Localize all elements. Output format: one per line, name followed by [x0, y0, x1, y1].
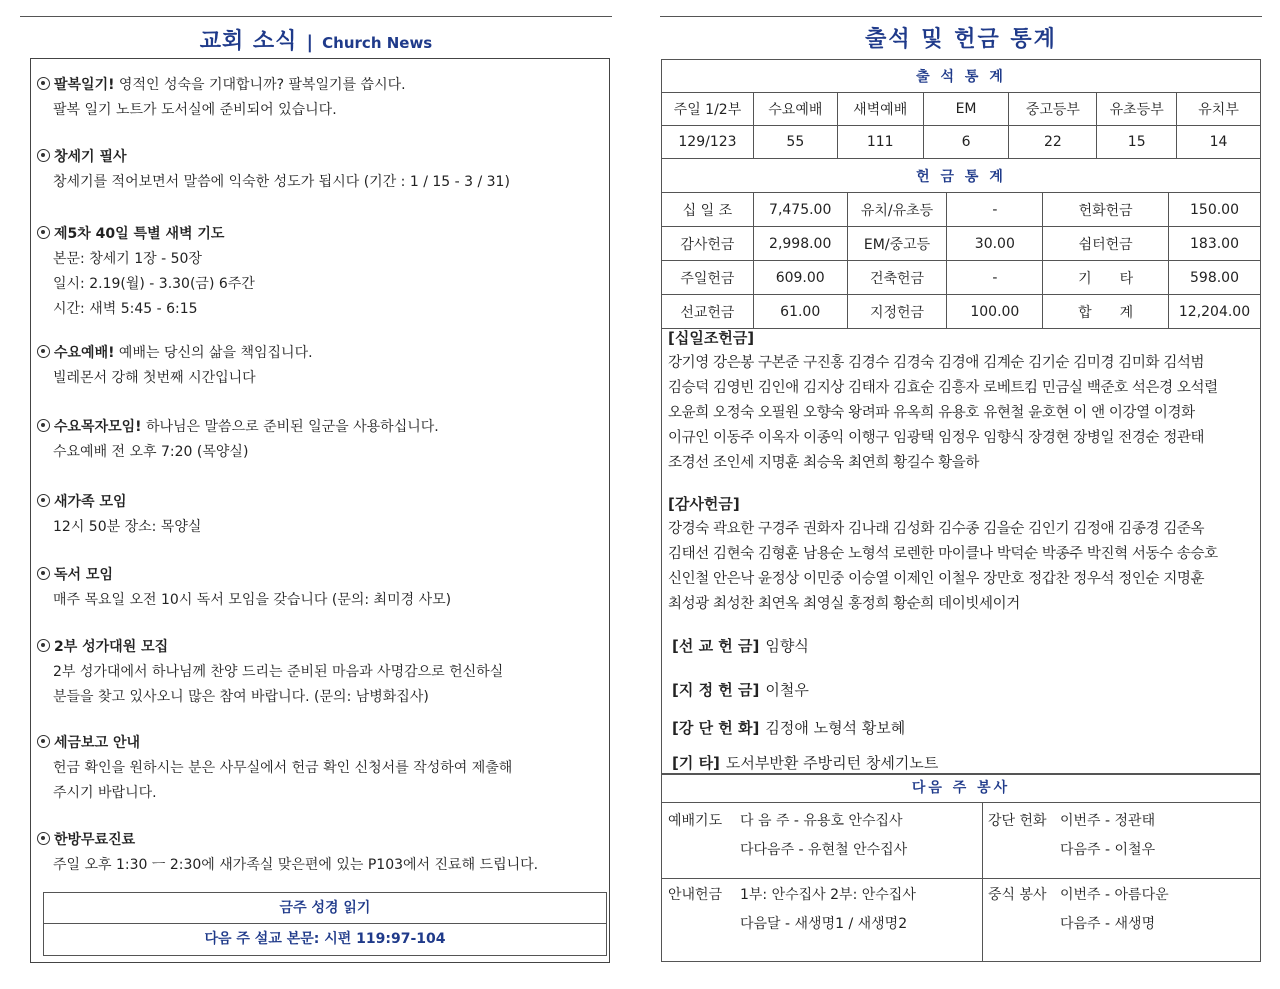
- tithe-header: [십일조헌금]: [668, 329, 755, 347]
- name-line: 신인철 안은낙 윤정상 이민중 이승열 이제인 이철우 장만호 정갑찬 정우석 정인순 지명훈: [668, 571, 1205, 587]
- news-item-line: 분들을 찾고 있사오니 많은 참여 바랍니다. (문의: 남병화집사): [53, 689, 429, 705]
- offering-category: 선교헌금: [662, 295, 754, 329]
- offering-category: 주일헌금: [662, 261, 754, 295]
- offering-category: 유치/유초등: [847, 193, 947, 227]
- thanks-header: [감사헌금]: [668, 495, 740, 513]
- news-item: [37, 828, 538, 878]
- news-item-line: 매주 목요일 오전 10시 독서 모임을 갖습니다 (문의: 최미경 사모): [53, 592, 452, 608]
- news-item-subtitle: 영적인 성숙을 기대합니까? 팔복일기를 씁시다.: [114, 77, 406, 93]
- attendance-column-header: 주일 1/2부: [662, 93, 754, 126]
- bullet-circle-icon: [37, 494, 50, 507]
- mission-names: 임향식: [765, 637, 809, 655]
- news-item-line: 일시: 2.19(월) - 3.30(금) 6주간: [53, 276, 255, 292]
- reading-title: 금주 성경 읽기: [43, 892, 607, 924]
- news-item-subtitle: 하나님은 말씀으로 준비된 일군을 사용하십니다.: [141, 419, 439, 435]
- bullet-circle-icon: [37, 419, 50, 432]
- next-sermon-text: 다음 주 설교 본문: 시편 119:97-104: [43, 924, 607, 956]
- news-item-title: 수요목자모임!: [54, 419, 142, 435]
- thanks-group: [668, 492, 1218, 617]
- news-box: [30, 58, 610, 963]
- offering-amount: 2,998.00: [753, 227, 847, 261]
- offering-amount: -: [947, 193, 1043, 227]
- offering-row: [662, 227, 1261, 261]
- top-rule: [20, 16, 612, 17]
- news-item-line: 본문: 창세기 1장 - 50장: [53, 251, 202, 267]
- horizontal-divider: [662, 878, 1260, 879]
- title-separator: |: [306, 32, 314, 53]
- offering-category: EM/중고등: [847, 227, 947, 261]
- attendance-value: 14: [1177, 126, 1261, 159]
- offering-amount: 609.00: [753, 261, 847, 295]
- thanks-names: [668, 517, 1218, 617]
- tithe-names: [668, 351, 1218, 476]
- attendance-values: [662, 126, 1261, 159]
- news-item-line: 빌레몬서 강해 첫번째 시간입니다: [53, 370, 256, 386]
- page-title: [20, 24, 612, 54]
- attendance-column-header: 새벽예배: [837, 93, 923, 126]
- attendance-value: 22: [1009, 126, 1097, 159]
- offering-header: 헌 금 통 계: [662, 159, 1261, 193]
- news-item: [37, 145, 510, 195]
- attendance-column-header: 중고등부: [1009, 93, 1097, 126]
- offering-category: 헌화헌금: [1043, 193, 1169, 227]
- news-item-heading: [37, 73, 406, 98]
- statistics-page: [660, 16, 1262, 971]
- prayer-line-1: 다 음 주 - 유용호 안수집사: [740, 813, 903, 829]
- attendance-value: 111: [837, 126, 923, 159]
- offering-amount: 183.00: [1169, 227, 1261, 261]
- usher-cell: [668, 881, 916, 939]
- attendance-columns: [662, 93, 1261, 126]
- news-item-heading: [37, 731, 512, 756]
- attendance-value: 15: [1097, 126, 1177, 159]
- title-korean: 교회 소식: [199, 29, 298, 54]
- offering-amount: 61.00: [753, 295, 847, 329]
- news-item: [37, 341, 313, 391]
- name-line: 오윤희 오정숙 오필원 오향숙 왕려파 유옥희 유용호 유현철 윤호현 이 앤 이강열 이경화: [668, 405, 1195, 421]
- offering-amount: 150.00: [1169, 193, 1261, 227]
- attendance-table: [661, 59, 1261, 159]
- church-news-page: [20, 16, 612, 971]
- designated-names: 이철우: [765, 681, 809, 699]
- page-title: 출석 및 헌금 통계: [865, 27, 1057, 52]
- news-item: [37, 563, 451, 613]
- attendance-column-header: 수요예배: [753, 93, 837, 126]
- bullet-circle-icon: [37, 567, 50, 580]
- news-item: [37, 415, 439, 465]
- news-item-line: 창세기를 적어보면서 말씀에 익숙한 성도가 됩시다 (기간 : 1 / 15 - 3 / 31): [53, 174, 510, 190]
- attendance-value: 6: [923, 126, 1009, 159]
- name-line: 김태선 김현숙 김형훈 남용순 노형석 로렌한 마이클나 박덕순 박종주 박진혁 서동수 송승호: [668, 546, 1218, 562]
- news-item-title: 창세기 필사: [54, 149, 127, 165]
- offering-amount: 7,475.00: [753, 193, 847, 227]
- news-item-line: 주시기 바랍니다.: [53, 785, 157, 801]
- attendance-value: 55: [753, 126, 837, 159]
- news-item: [37, 73, 406, 123]
- designated-header: [지 정 헌 금]: [672, 681, 760, 699]
- altar-flower-line-1: 이번주 - 정관태: [1060, 813, 1156, 829]
- usher-line-1: 1부: 안수집사 2부: 안수집사: [740, 887, 916, 903]
- news-item-title: 세금보고 안내: [54, 735, 141, 751]
- offering-amount: 598.00: [1169, 261, 1261, 295]
- offering-amount: -: [947, 261, 1043, 295]
- bullet-circle-icon: [37, 77, 50, 90]
- bible-reading: [43, 892, 607, 956]
- news-item-line: 팔복 일기 노트가 도서실에 준비되어 있습니다.: [53, 102, 337, 118]
- altar-flower-cell: [988, 807, 1155, 865]
- news-item: [37, 222, 255, 322]
- offering-category: 십 일 조: [662, 193, 754, 227]
- bullet-circle-icon: [37, 735, 50, 748]
- name-line: 이규인 이동주 이옥자 이종익 이행구 임광택 임정우 임향식 장경현 장병일 전경순 정관태: [668, 430, 1205, 446]
- name-line: 최성광 최성찬 최연옥 최영실 홍정희 황순희 데이빗세이거: [668, 596, 1020, 612]
- bullet-circle-icon: [37, 832, 50, 845]
- name-line: 강경숙 곽요한 구경주 권화자 김나래 김성화 김수종 김을순 김인기 김정애 김종경 김준옥: [668, 521, 1205, 537]
- news-item-title: 독서 모임: [54, 567, 113, 583]
- offering-category: 감사헌금: [662, 227, 754, 261]
- title-english: Church News: [322, 34, 433, 52]
- bullet-circle-icon: [37, 639, 50, 652]
- news-item-heading: [37, 341, 313, 366]
- etc-names: 도서부반환 주방리턴 창세기노트: [725, 754, 939, 772]
- offering-category: 합 계: [1043, 295, 1169, 329]
- offering-names: [661, 322, 1261, 774]
- name-line: 강기영 강은봉 구본준 구진홍 김경수 김경숙 김경애 김계순 김기순 김미경 김미화 김석범: [668, 355, 1205, 371]
- attendance-column-header: 유초등부: [1097, 93, 1177, 126]
- news-item-title: 2부 성가대원 모집: [54, 639, 169, 655]
- attendance-column-header: EM: [923, 93, 1009, 126]
- prayer-cell: [668, 807, 907, 865]
- news-item-line: 주일 오후 1:30 ㅡ 2:30에 새가족실 맞은편에 있는 P103에서 진료해 드립니다.: [53, 857, 539, 873]
- prayer-line-2: 다다음주 - 유현철 안수집사: [740, 842, 908, 858]
- attendance-column-header: 유치부: [1177, 93, 1261, 126]
- news-item-heading: [37, 490, 201, 515]
- lunch-line-2: 다음주 - 새생명: [1060, 916, 1156, 932]
- news-item-subtitle: 예배는 당신의 삶을 책임집니다.: [114, 345, 313, 361]
- bullet-circle-icon: [37, 149, 50, 162]
- news-item-title: 새가족 모임: [54, 494, 127, 510]
- etc-header: [기 타]: [672, 754, 720, 772]
- prayer-label: 예배기도: [668, 813, 723, 829]
- offering-row: [662, 193, 1261, 227]
- offering-amount: 12,204.00: [1169, 295, 1261, 329]
- news-item-heading: [37, 222, 255, 247]
- news-item-line: 시간: 새벽 5:45 - 6:15: [53, 301, 198, 317]
- lunch-line-1: 이번주 - 아름다운: [1060, 887, 1169, 903]
- news-item-heading: [37, 635, 503, 660]
- news-item-title: 한방무료진료: [54, 832, 136, 848]
- news-item-heading: [37, 145, 510, 170]
- usher-label: 안내헌금: [668, 887, 723, 903]
- altar-header: [강 단 헌 화]: [672, 719, 760, 737]
- service-header: 다음 주 봉사: [662, 775, 1260, 803]
- offering-category: 쉼터헌금: [1043, 227, 1169, 261]
- news-item: [37, 635, 503, 710]
- attendance-header: 출 석 통 계: [662, 60, 1261, 93]
- bullet-circle-icon: [37, 345, 50, 358]
- news-item: [37, 490, 201, 540]
- offering-category: 지정헌금: [847, 295, 947, 329]
- news-item-line: 수요예배 전 오후 7:20 (목양실): [53, 444, 249, 460]
- tithe-group: [668, 326, 1218, 476]
- usher-line-2: 다음달 - 새생명1 / 새생명2: [740, 916, 908, 932]
- next-week-service: [661, 774, 1261, 962]
- name-line: 조경선 조인세 지명훈 최승욱 최연희 황길수 황을하: [668, 455, 980, 471]
- news-item-line: 2부 성가대에서 하나님께 찬양 드리는 준비된 마음과 사명감으로 헌신하실: [53, 664, 504, 680]
- news-item-heading: [37, 563, 451, 588]
- offering-row: [662, 261, 1261, 295]
- lunch-cell: [988, 881, 1169, 939]
- attendance-value: 129/123: [662, 126, 754, 159]
- news-item-heading: [37, 415, 439, 440]
- altar-flower-label: 강단 헌화: [988, 813, 1047, 829]
- altar-flower-line-2: 다음주 - 이철우: [1060, 842, 1156, 858]
- mission-header: [선 교 헌 금]: [672, 637, 760, 655]
- name-line: 김승덕 김영빈 김인애 김지상 김태자 김효순 김흥자 로베트킴 민금실 백준호 석은경 오석렬: [668, 380, 1218, 396]
- altar-group: [672, 717, 905, 738]
- news-item-title: 제5차 40일 특별 새벽 기도: [54, 226, 225, 242]
- offering-amount: 100.00: [947, 295, 1043, 329]
- mission-group: [672, 635, 809, 656]
- designated-group: [672, 679, 809, 700]
- news-item-line: 12시 50분 장소: 목양실: [53, 519, 202, 535]
- lunch-label: 중식 봉사: [988, 887, 1047, 903]
- etc-group: [672, 752, 938, 773]
- news-item-title: 수요예배!: [54, 345, 115, 361]
- altar-names: 김정애 노형석 황보혜: [765, 719, 906, 737]
- news-item-title: 팔복일기!: [54, 77, 115, 93]
- offering-category: 건축헌금: [847, 261, 947, 295]
- vertical-divider: [982, 803, 983, 961]
- offering-table: [661, 158, 1261, 329]
- news-item: [37, 731, 512, 806]
- offering-category: 기 타: [1043, 261, 1169, 295]
- top-rule: [660, 16, 1262, 17]
- bullet-circle-icon: [37, 226, 50, 239]
- news-item-heading: [37, 828, 538, 853]
- offering-amount: 30.00: [947, 227, 1043, 261]
- news-item-line: 헌금 확인을 원하시는 분은 사무실에서 헌금 확인 신청서를 작성하여 제출해: [53, 760, 513, 776]
